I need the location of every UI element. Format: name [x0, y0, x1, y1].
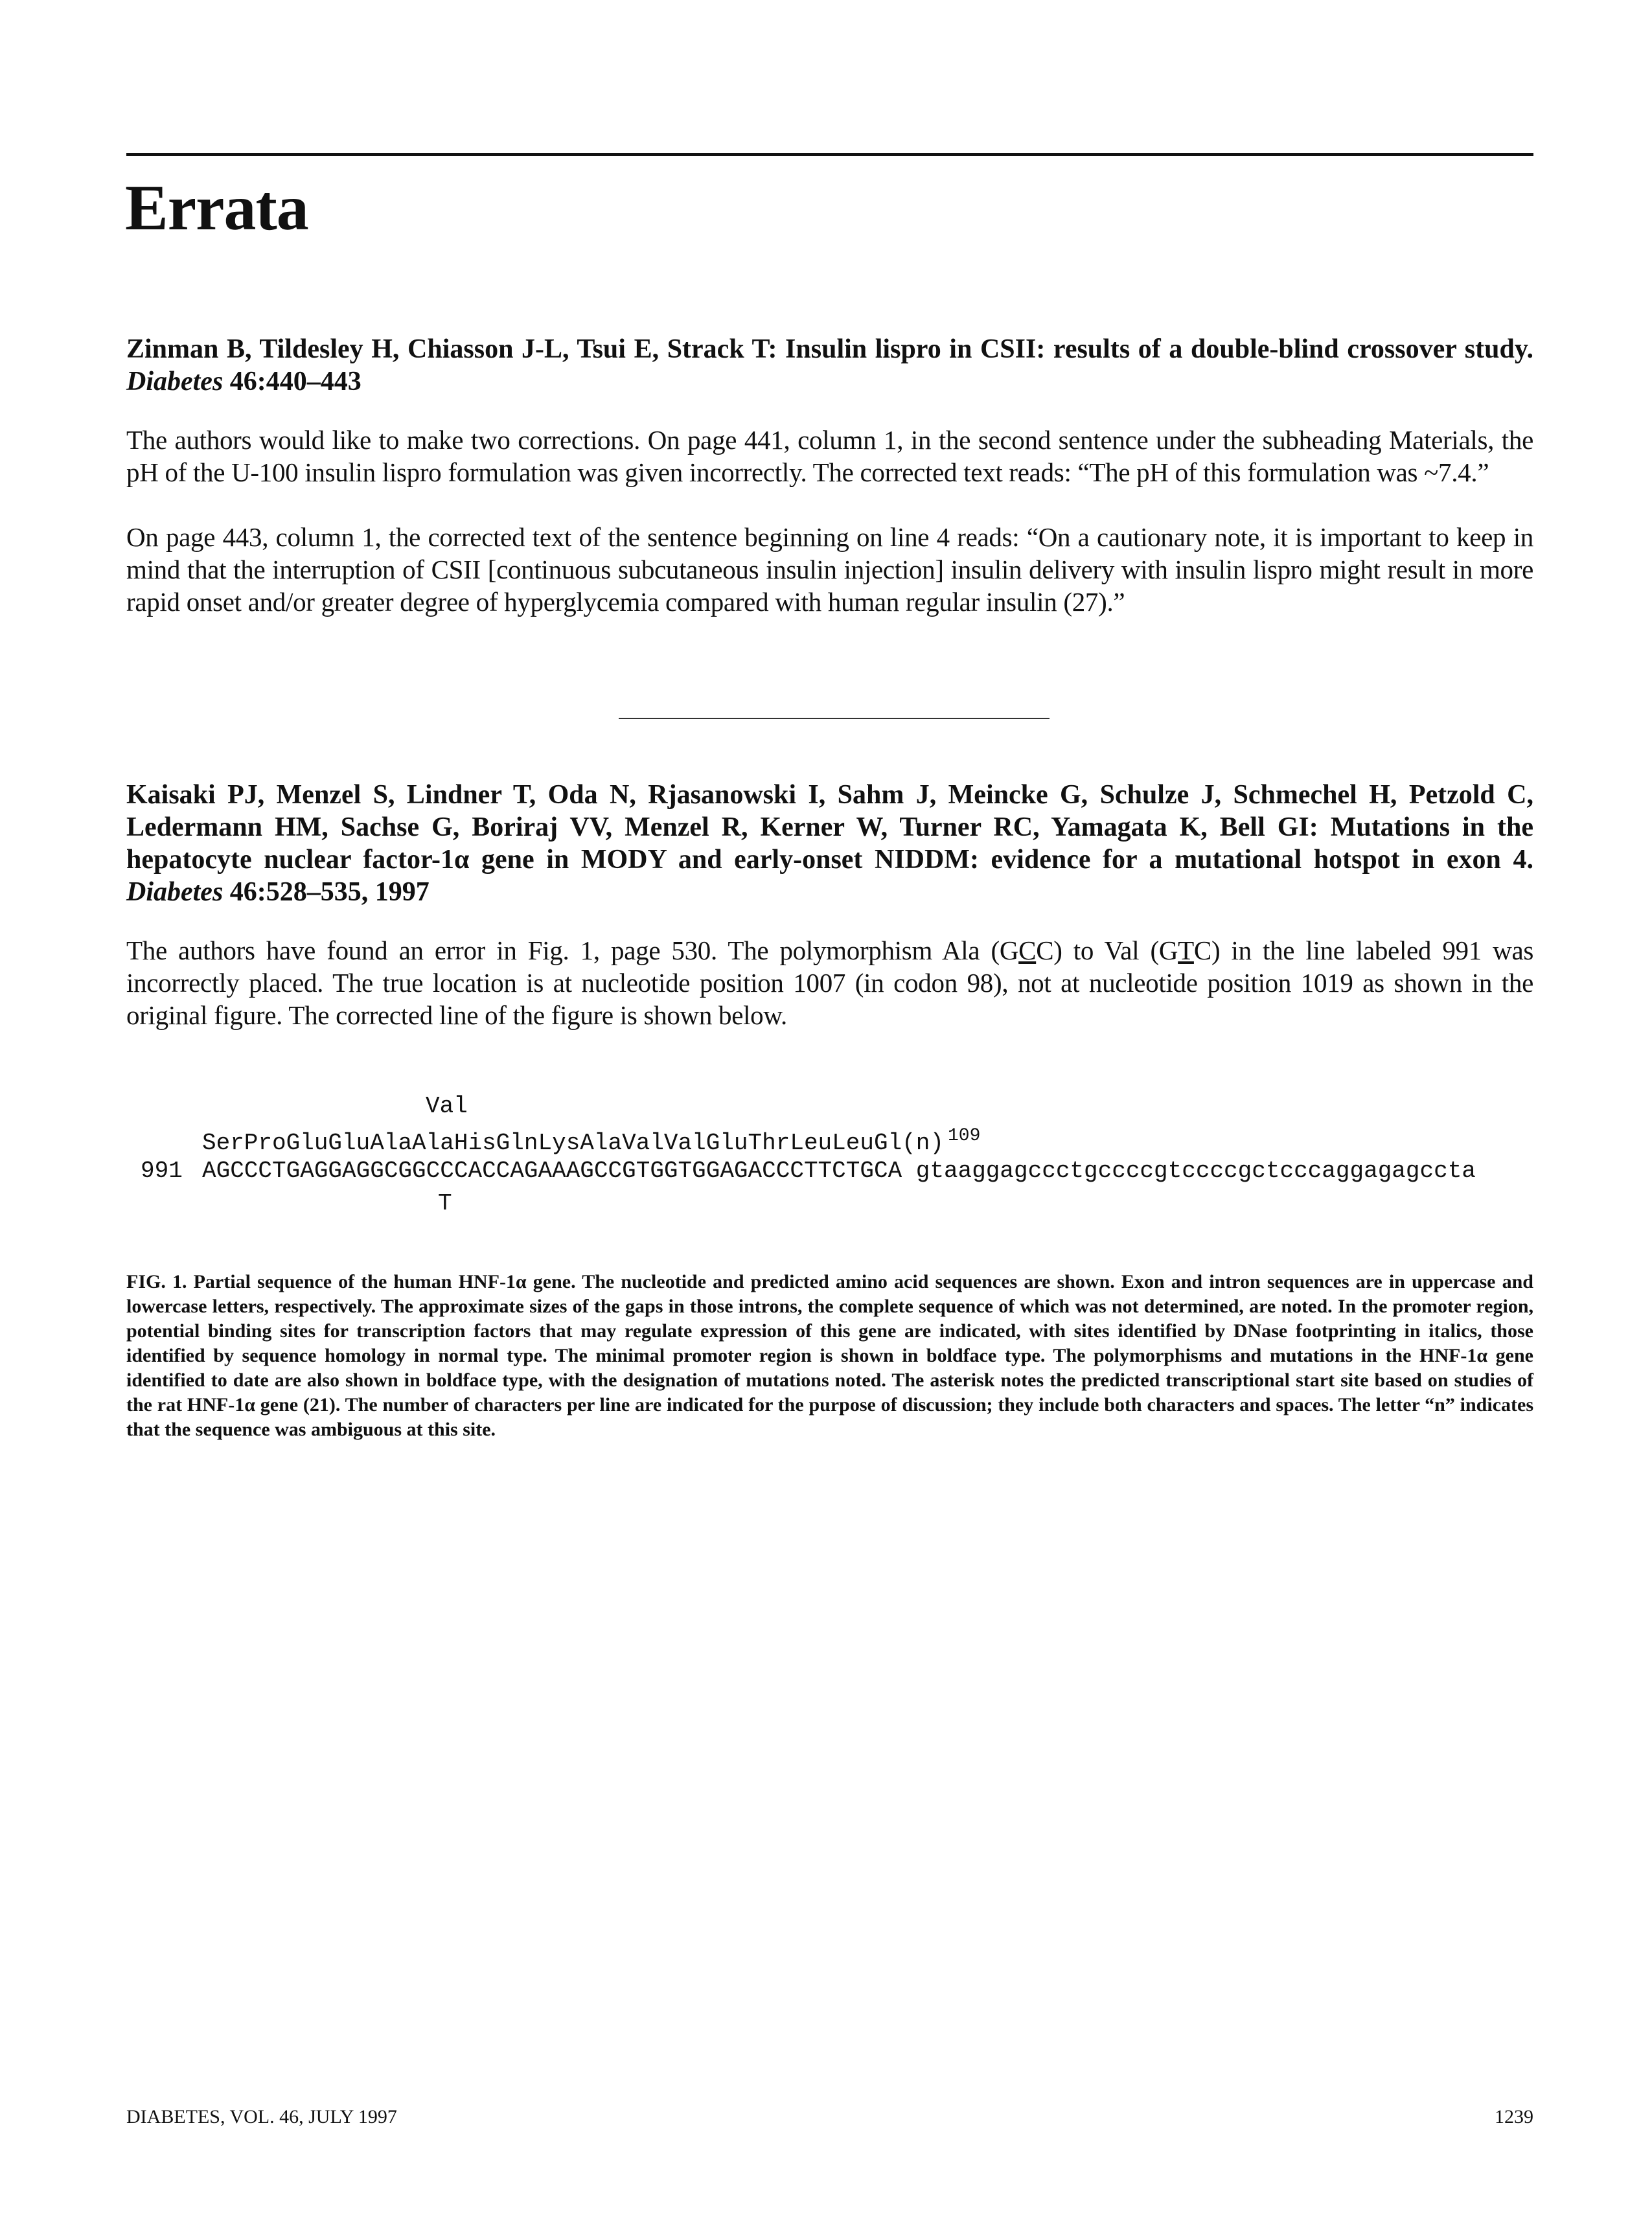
paragraph-text: C) to Val (G — [1036, 935, 1178, 965]
erratum-paragraph: The authors would like to make two corrections. On page 441, column 1, in the second sentence under the subheading Materials, the pH of the U-100 insulin lispro formulation was given incorrectly. The corrected text reads: “The pH of this formulation was ~7.4.” — [126, 425, 1533, 487]
variant-amino-acid: Val — [426, 1093, 468, 1119]
figure-caption: FIG. 1. Partial sequence of the human HNF-1α gene. The nucleotide and predicted amino acid sequences are shown. Exon and intron sequences are in uppercase and lowercase letters, respectively. The approximate sizes of the gaps in those introns, the complete sequence of which was not determined, are noted. In the promoter region, potential binding sites for transcription factors that may regulate expression of this gene are indicated, with sites identified by DNase footprinting in italics, those identified by sequence homology in normal type. The minimal promoter region is shown in boldface type. The polymorphisms and mutations in the HNF-1α gene identified to date are also shown in boldface type, with the designation of mutations noted. The asterisk notes the predicted transcriptional start site based on studies of the rat HNF-1α gene (21). The number of characters per line are indicated for the purpose of discussion; they include both characters and spaces. The letter “n” indicates that the sequence was ambiguous at this site. — [126, 1271, 1533, 1440]
footer-journal-issue: DIABETES, VOL. 46, JULY 1997 — [126, 2106, 397, 2127]
amino-acid-sequence — [202, 1127, 980, 1155]
citation-authors-title: Kaisaki PJ, Menzel S, Lindner T, Oda N, Rjasanowski I, Sahm J, Meincke G, Schulze J, Schmechel H, Petzold C, Ledermann HM, Sachse G, Boriraj VV, Menzel R, Kerner W, Turner RC, Yamagata K, Bell GI: Mutations in the hepatocyte nuclear factor-1α gene in MODY and early-onset NIDDM: evidence for a mutational hotspot in exon 4. — [126, 780, 1533, 875]
erratum-paragraph: On page 443, column 1, the corrected text of the sentence beginning on line 4 reads: “On a cautionary note, it is important to keep in mind that the interruption of CSII [continuous subcutaneous insulin injection] insulin delivery with insulin lispro might result in more rapid onset and/or greater degree of hyperglycemia compared with human regular insulin (27).” — [126, 522, 1533, 617]
underlined-base: T — [1178, 935, 1194, 965]
citation-reference: 46:440–443 — [223, 367, 361, 396]
citation-journal: Diabetes — [126, 367, 224, 396]
citation-journal: Diabetes — [126, 877, 224, 907]
amino-acid-string: SerProGluGluAlaAlaHisGlnLysAlaValValGluThrLeuLeuGl(n) — [202, 1130, 944, 1156]
sequence-line-number: 991 — [141, 1158, 183, 1184]
nucleotide-sequence: AGCCCTGAGGAGGCGGCCCACCAGAAAGCCGTGGTGGAGACCCTTCTGCA gtaaggagccctgccccgtccccgctcccaggagagccta — [202, 1158, 1476, 1184]
erratum-zinman — [126, 333, 1533, 618]
paragraph-text: C) in the line labeled 991 was incorrectly placed. The true location is at nucleotide position 1007 (in codon 98), not at nucleotide position 1019 as shown in the original figure. The corrected line of the figure is shown below. — [126, 935, 1533, 1030]
footer-page-number: 1239 — [1495, 2106, 1533, 2127]
page-title: Errata — [125, 172, 308, 244]
corrected-sequence-figure — [0, 1095, 1652, 1224]
section-divider — [619, 718, 1050, 719]
amino-acid-count: 109 — [948, 1126, 981, 1146]
citation-authors-title: Zinman B, Tildesley H, Chiasson J-L, Tsui E, Strack T: Insulin lispro in CSII: results of a double-blind crossover study. — [126, 334, 1533, 364]
paragraph-text: The authors have found an error in Fig. 1, page 530. The polymorphism Ala (G — [126, 935, 1019, 965]
erratum-kaisaki — [126, 779, 1533, 1031]
variant-nucleotide: T — [438, 1190, 452, 1217]
top-rule — [126, 153, 1533, 156]
erratum-citation — [126, 779, 1533, 908]
citation-reference: 46:528–535, 1997 — [223, 877, 430, 907]
erratum-paragraph — [126, 934, 1533, 1031]
underlined-base: C — [1018, 935, 1037, 965]
erratum-citation — [126, 333, 1533, 398]
